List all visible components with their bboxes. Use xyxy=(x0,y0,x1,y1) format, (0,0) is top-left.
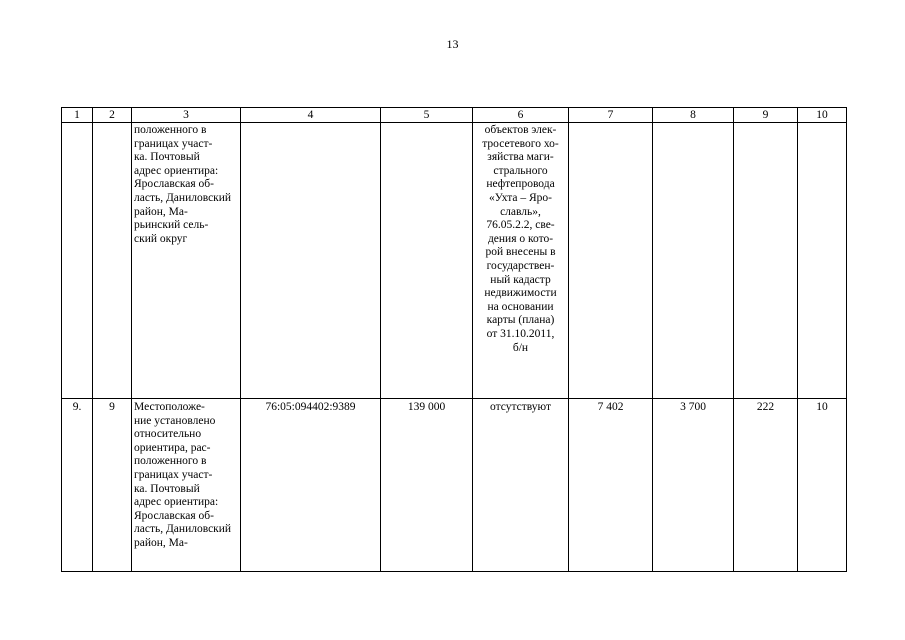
table-cell xyxy=(569,123,653,399)
location-text: Местоположе- ние установлено относительно ориентира, рас- положенного в границах участ- ка. Почтовый адрес ориентира: Ярославская об- ласть, Даниловский район, Ма- xyxy=(134,401,232,549)
row-number-cell: 9. xyxy=(62,399,93,572)
column-number-row xyxy=(62,108,847,123)
location-cell xyxy=(132,399,241,572)
value-cell-7: 7 402 xyxy=(569,399,653,572)
table-cell xyxy=(653,123,734,399)
table-row xyxy=(62,399,847,572)
location-cell xyxy=(132,123,241,399)
column-number: 1 xyxy=(62,108,93,123)
table-cell xyxy=(734,123,798,399)
value-cell-9: 222 xyxy=(734,399,798,572)
value-cell-10: 10 xyxy=(798,399,847,572)
table-cell xyxy=(798,123,847,399)
table-cell xyxy=(241,123,381,399)
encumbrance-cell xyxy=(473,123,569,399)
column-number: 6 xyxy=(473,108,569,123)
value-cell-8: 3 700 xyxy=(653,399,734,572)
column-number: 7 xyxy=(569,108,653,123)
table-cell xyxy=(62,123,93,399)
cadastral-number-cell: 76:05:094402:9389 xyxy=(241,399,381,572)
encumbrance-text: объектов элек- тросетевого хо- зяйства маги- стрального нефтепровода «Ухта – Яро- славль», 76.05.2.2, све- дения о кото- рой внесены в государствен- ный кадастр недвижимости на основании карты (плана) от 31.10.2011, б/н xyxy=(482,124,559,354)
column-number: 8 xyxy=(653,108,734,123)
table-row xyxy=(62,123,847,399)
table-cell xyxy=(381,123,473,399)
column-number: 9 xyxy=(734,108,798,123)
column-number: 4 xyxy=(241,108,381,123)
column-number: 3 xyxy=(132,108,241,123)
location-text: положенного в границах участ- ка. Почтовый адрес ориентира: Ярославская об- ласть, Даниловский район, Ма- рьинский сель- ский округ xyxy=(134,124,232,245)
page-number: 13 xyxy=(446,37,459,51)
column-number: 2 xyxy=(93,108,132,123)
table-cell xyxy=(93,123,132,399)
plot-number-cell: 9 xyxy=(93,399,132,572)
land-plots-table xyxy=(61,107,847,572)
area-cell: 139 000 xyxy=(381,399,473,572)
column-number: 10 xyxy=(798,108,847,123)
column-number: 5 xyxy=(381,108,473,123)
encumbrance-cell: отсутствуют xyxy=(473,399,569,572)
